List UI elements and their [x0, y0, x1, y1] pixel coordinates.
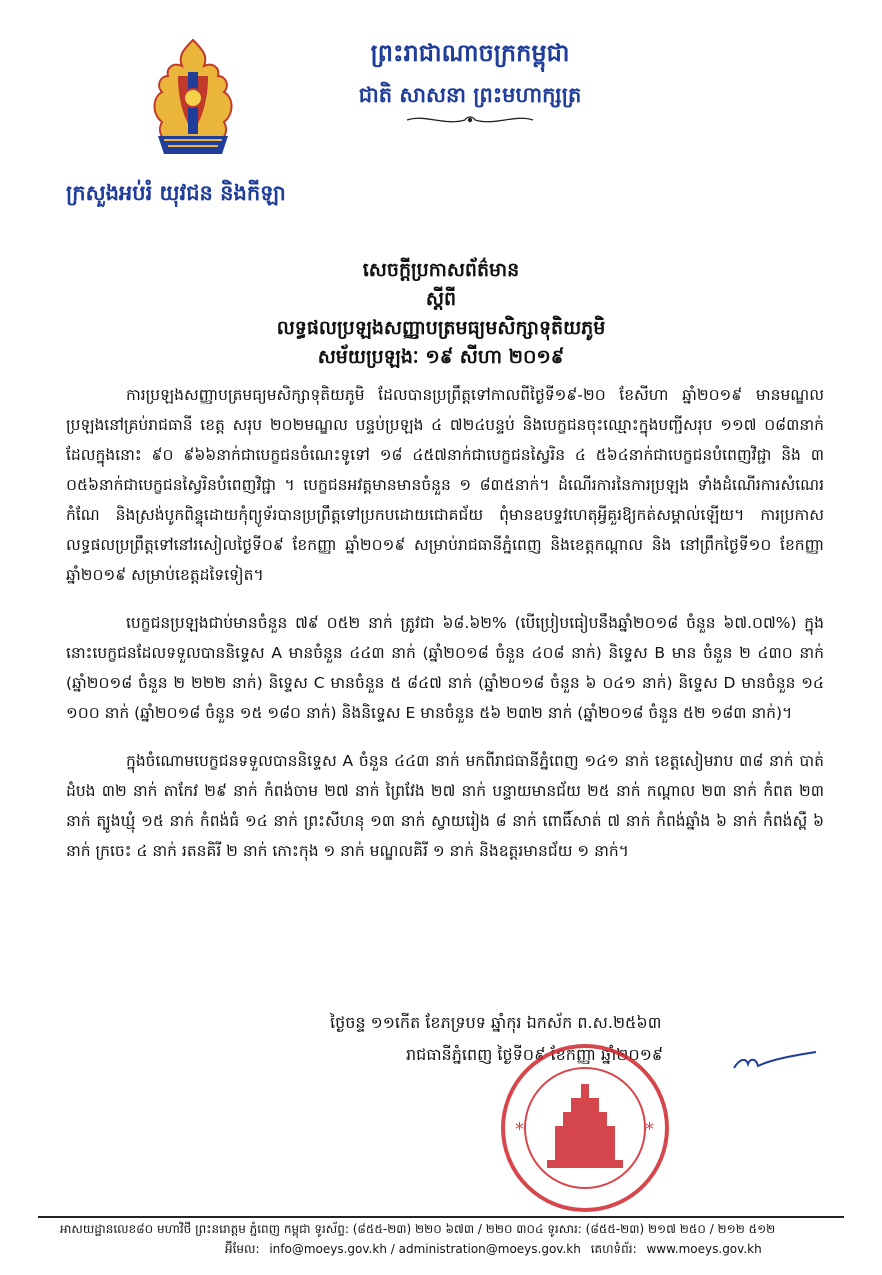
lunar-date-line: ថ្ងៃចន្ទ ១១កើត ខែភទ្របទ ឆ្នាំកុរ ឯកស័ក ព.ស.២៥៦៣ [330, 1013, 662, 1032]
paragraph-grade-a-by-province: ក្នុងចំណោមបេក្ខជនទទួលបាននិទ្ទេស A ចំនួន ៤៤៣ នាក់ មកពីរាជធានីភ្នំពេញ ១៤១ នាក់ ខេត្តសៀមរាប ៣៨ នាក់ បាត់ដំបង ៣២ នាក់ តាកែវ ២៩ នាក់ កំពង់ចាម ២៧ នាក់ ព្រៃវែង ២៧ នាក់ បន្ទាយមានជ័យ ២៥ នាក់ កណ្តាល ២៣ នាក់ កំពត ២៣ នាក់ ត្បូងឃ្មុំ ១៥ នាក់ កំពង់ធំ ១៤ នាក់ ព្រះសីហនុ ១៣ នាក់ ស្វាយរៀង ៨ នាក់ ពោធិ៍សាត់ ៧ នាក់ កំពង់ឆ្នាំង ៦ នាក់ កំពង់ស្ពឺ ៦ នាក់ ក្រចេះ ៤ នាក់ រតនគិរី ២ នាក់ កោះកុង ១ នាក់ មណ្ឌលគិរី ១ នាក់ និងឧត្តរមានជ័យ ១ នាក់។ [66, 752, 824, 860]
ornament-divider-icon [405, 110, 535, 130]
footer-contact [225, 1241, 825, 1259]
official-seal-icon [485, 1040, 685, 1215]
announcement-body [66, 380, 824, 884]
email-label: អ៊ីមែល: [225, 1242, 260, 1256]
ministry-emblem-icon [138, 36, 248, 166]
paragraph-pass-results: បេក្ខជនប្រឡងជាប់មានចំនួន ៧៩ ០៥២ នាក់ ត្រូវជា ៦៨.៦២% (បើប្រៀបធៀបនឹងឆ្នាំ២០១៨ ចំនួន ៦៧.០៧%) ក្នុងនោះបេក្ខជនដែលទទួលបាននិទ្ទេស A មានចំនួន ៤៤៣ នាក់ (ឆ្នាំ២០១៨ ចំនួន ៤០៨ នាក់) និទ្ទេស B មាន ចំនួន ២ ៤៣០ នាក់ (ឆ្នាំ២០១៨ ចំនួន ២ ២២២ នាក់) និទ្ទេស C មានចំនួន ៥ ៨៤៧ នាក់ (ឆ្នាំ២០១៨ ចំនួន ៦ ០៤១ នាក់) និទ្ទេស D មានចំនួន ១៤ ១០០ នាក់ (ឆ្នាំ២០១៨ ចំនួន ១៥ ១៨០ នាក់) និងនិទ្ទេស E មានចំនួន ៥៦ ២៣២ នាក់ (ឆ្នាំ២០១៨ ចំនួន ៥២ ១៨៣ នាក់)។ [66, 614, 824, 722]
ministry-name: ក្រសួងអប់រំ យុវជន និងកីឡា [66, 181, 286, 205]
title-line-4: សម័យប្រឡងៈ ១៩ សីហា ២០១៩ [317, 346, 565, 368]
kingdom-title: ព្រះរាជាណាចក្រកម្ពុជា [370, 39, 570, 67]
announcement-title [150, 256, 732, 372]
svg-text:*: * [645, 1119, 654, 1140]
svg-text:*: * [515, 1119, 524, 1140]
footer-address: អាសយដ្ឋានលេខ៨០ មហាវិថី ព្រះនរោត្តម ភ្នំពេញ កម្ពុជា ទូរស័ព្ទ: (៨៥៥-២៣) ២២០ ៦៧៣ / ២២០ ៣០៤ ទូរសារ: (៨៥៥-២៣) ២១៧ ២៥០ / ២១២ ៥១២ [60, 1222, 776, 1236]
paragraph-exam-overview: ការប្រឡងសញ្ញាបត្រមធ្យមសិក្សាទុតិយភូមិ ដែលបានប្រព្រឹត្តទៅកាលពីថ្ងៃទី១៩-២០ ខែសីហា ឆ្នាំ២០១៩ មានមណ្ឌលប្រឡងនៅគ្រប់រាជធានី ខេត្ត សរុប ២០២មណ្ឌល បន្ទប់ប្រឡង ៤ ៧២៤បន្ទប់ និងបេក្ខជនចុះឈ្មោះក្នុងបញ្ជីសរុប ១១៧ ០៨៣នាក់ ដែលក្នុងនោះ ៩០ ៩៦៦នាក់ជាបេក្ខជនចំណេះទូទៅ ១៨ ៤៥៧នាក់ជាបេក្ខជនស្វៃរិន ៤ ៥៦៤នាក់ជាបេក្ខជនបំពេញវិជ្ជា និង ៣ ០៥៦នាក់ជាបេក្ខជនស្វៃរិនបំពេញវិជ្ជា ។ បេក្ខជនអវត្តមានមានចំនួន ១ ៨៣៥នាក់។ ដំណើរការនៃការប្រឡង ទាំងដំណើរការសំណេរ កំណែ និងស្រង់បូកពិន្ទុដោយកុំព្យូទ័របានប្រព្រឹត្តទៅប្រកបដោយជោគជ័យ ពុំមានឧបទ្ទវហេតុអ្វីគួរឱ្យកត់សម្គាល់ឡើយ។ ការប្រកាសលទ្ធផលប្រព្រឹត្តទៅនៅរសៀលថ្ងៃទី០៩ ខែកញ្ញា ឆ្នាំ២០១៩ សម្រាប់រាជធានីភ្នំពេញ និងខេត្តកណ្តាល និង នៅព្រឹកថ្ងៃទី១០ ខែកញ្ញា ឆ្នាំ២០១៩ សម្រាប់ខេត្តដទៃទៀត។ [66, 386, 824, 584]
title-line-2: ស្តីពី [425, 288, 457, 310]
place-date-line: រាជធានីភ្នំពេញ ថ្ងៃទី០៩ ខែកញ្ញា ឆ្នាំ២០១៩ [406, 1045, 664, 1064]
website-link[interactable]: www.moeys.gov.kh [646, 1242, 762, 1256]
website-label: គេហទំព័រ: [590, 1242, 637, 1256]
title-line-1: សេចក្តីប្រកាសព័ត៌មាន [362, 259, 520, 281]
national-motto: ជាតិ សាសនា ព្រះមហាក្សត្រ [358, 83, 582, 107]
email-link[interactable]: info@moeys.gov.kh / administration@moeys.gov.kh [269, 1242, 581, 1256]
signature-icon [730, 1048, 820, 1078]
title-line-3: លទ្ធផលប្រឡងសញ្ញាបត្រមធ្យមសិក្សាទុតិយភូមិ [276, 317, 606, 339]
footer-divider [38, 1216, 844, 1218]
